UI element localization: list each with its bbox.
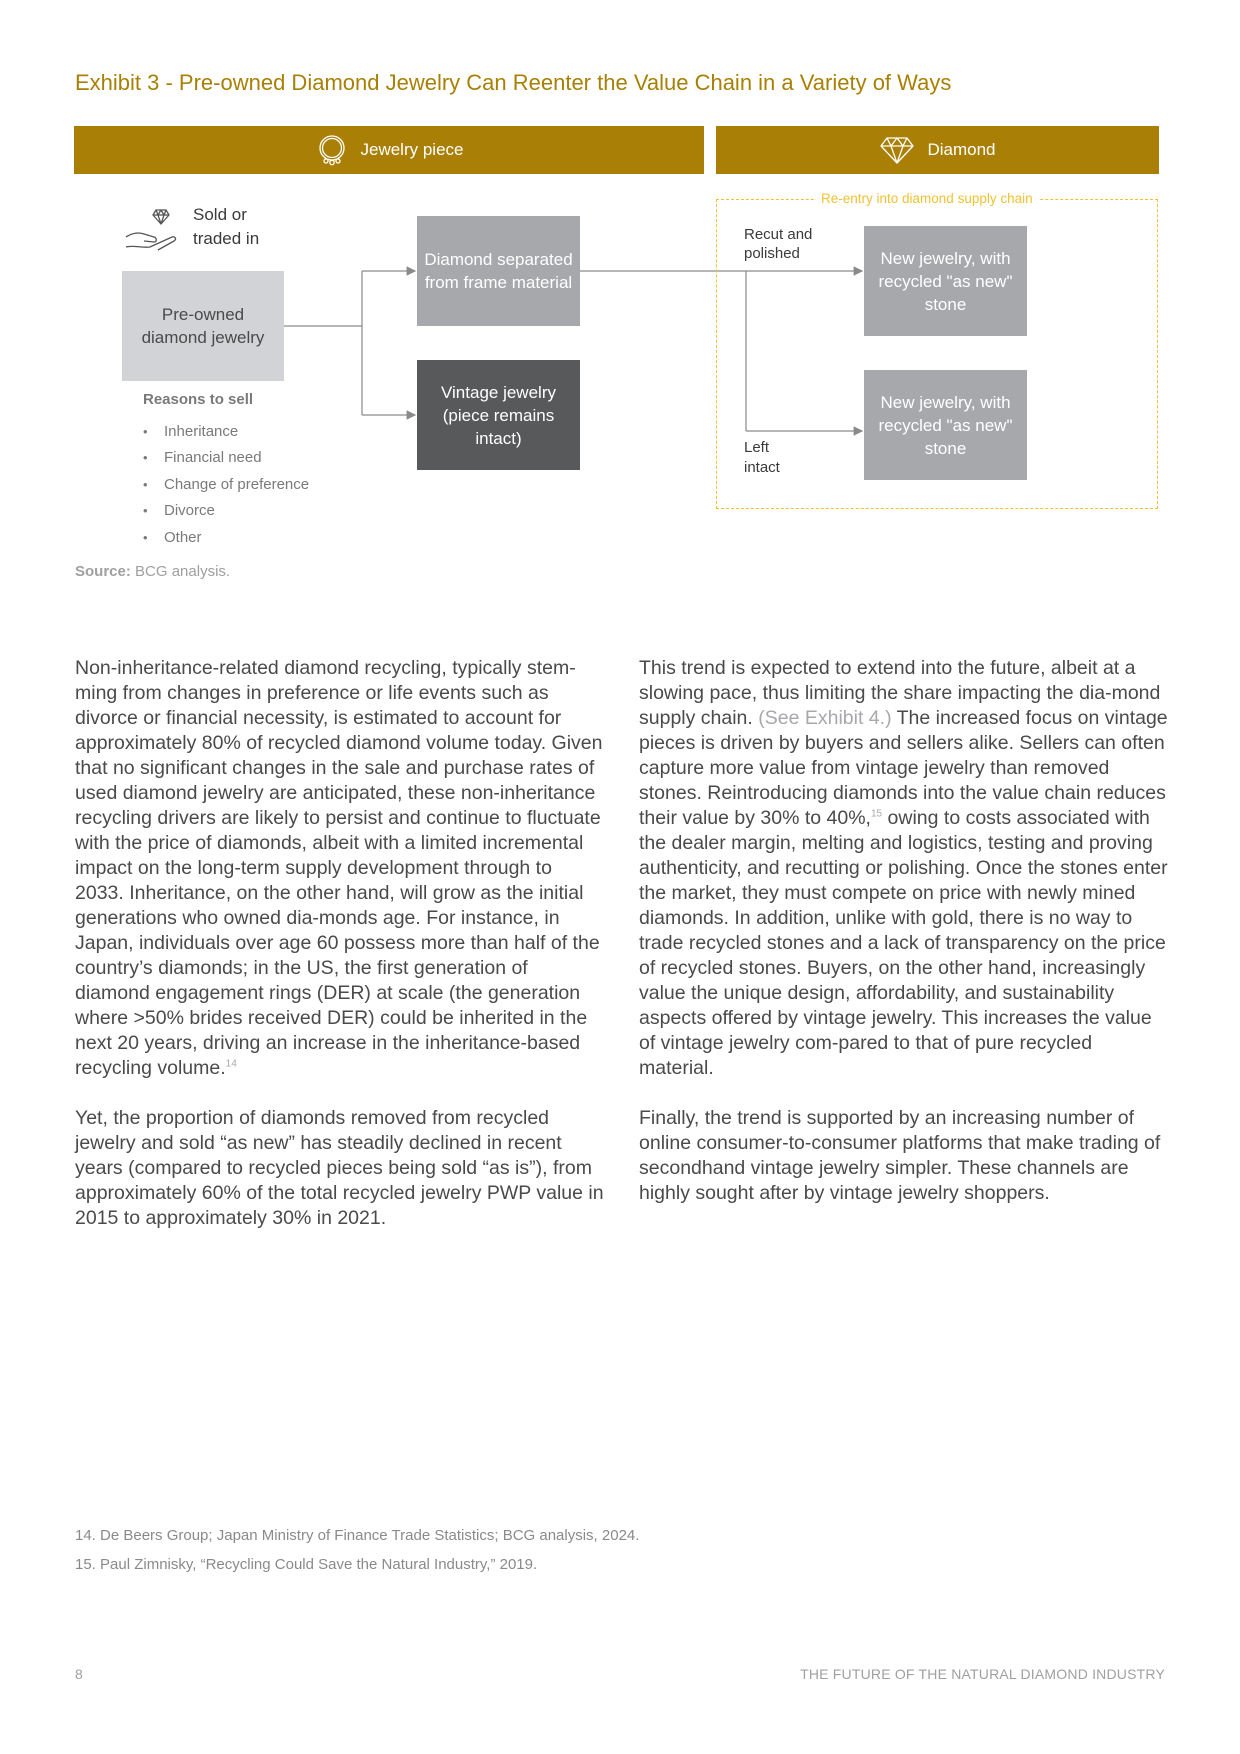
- band-diamond-label: Diamond: [927, 140, 996, 159]
- body-column-right: [639, 656, 1169, 1231]
- exhibit-title: Exhibit 3 - Pre-owned Diamond Jewelry Can Reenter the Value Chain in a Variety of Ways: [75, 70, 952, 95]
- new-jewelry-box-2: New jewelry, with recycled "as new" stone: [864, 370, 1027, 480]
- list-item: • Financial need: [143, 449, 262, 467]
- diamond-separated-box: Diamond separated from frame material: [417, 216, 580, 326]
- reentry-label: Re-entry into diamond supply chain: [816, 191, 1038, 206]
- reasons-list: [143, 418, 309, 551]
- left-intact-label: Left intact: [744, 439, 780, 476]
- body-column-left: [75, 656, 605, 1256]
- new-jewelry-box-1: New jewelry, with recycled "as new" stone: [864, 226, 1027, 336]
- band-jewelry-label: Jewelry piece: [360, 140, 464, 159]
- list-item: • Other: [143, 528, 202, 546]
- list-item: • Inheritance: [143, 422, 239, 440]
- page-number: 8: [75, 1666, 83, 1682]
- list-item: • Divorce: [143, 502, 215, 520]
- paragraph: Non-inheritance-related diamond recycling, typically stem-ming from changes in preference or life events such as divorce or financial necessity, is estimated to account for approximately 80% of recycled diamond volume today. Given that no significant changes in the sale and purchase rates of used diamond jewelry are anticipated, these non-inheritance recycling drivers are likely to persist and continue to fluctuate with the price of diamonds, albeit with a limited incremental impact on the long-term supply development through to 2033. Inheritance, on the other hand, will grow as the initial generations who owned dia-monds age. For instance, in Japan, individuals over age 60 possess more than half of the country’s diamonds; in the US, the first generation of diamond engagement rings (DER) at scale (the generation where >50% brides received DER) could be inherited in the next 20 years, driving an increase in the inheritance-based recycling volume.$^{14}$: [75, 657, 603, 1079]
- vintage-jewelry-box: Vintage jewelry (piece remains intact): [417, 360, 580, 470]
- source-text: BCG analysis.: [135, 563, 231, 580]
- reasons-title: Reasons to sell: [143, 391, 254, 408]
- paragraph: This trend is expected to extend into the future, albeit at a slowing pace, thus limiting the share impacting the dia-mond supply chain. (See Exhibit 4.) The increased focus on vintage pieces is driven by buyers and sellers alike. Sellers can often capture more value from vintage jewelry than removed stones. Reintroducing diamonds into the value chain reduces their value by 30% to 40%,$^{15}$ owing to costs associated with the dealer margin, melting and logistics, testing and proving authenticity, and recutting or polishing. Once the stones enter the market, they must compete on price with newly mined diamonds. In addition, unlike with gold, there is no way to trade recycled stones and a lack of transparency on the price of recycled stones. Buyers, on the other hand, increasingly value the unique design, affordability, and sustainability aspects offered by vintage jewelry. This increases the value of vintage jewelry com-pared to that of pure recycled material.: [639, 657, 1168, 1079]
- recut-polished-label: Recut and polished: [744, 226, 813, 262]
- paragraph: Yet, the proportion of diamonds removed from recycled jewelry and sold “as new” has steadily declined in recent years (compared to recycled pieces being sold “as is”), from approximately 60% of the total recycled jewelry PWP value in 2015 to approximately 30% in 2021.: [75, 1107, 604, 1229]
- source-note: [75, 563, 230, 580]
- footnote-ref: 15: [870, 808, 883, 820]
- footnote: 15. Paul Zimnisky, “Recycling Could Save the Natural Industry,” 2019.: [75, 1556, 538, 1573]
- list-item: • Change of preference: [143, 475, 310, 493]
- footnote-ref: 14: [225, 1058, 237, 1070]
- sold-traded-label: Sold or traded in: [193, 205, 260, 248]
- running-title: THE FUTURE OF THE NATURAL DIAMOND INDUSTRY: [800, 1666, 1165, 1682]
- preowned-jewelry-box: Pre-owned diamond jewelry: [122, 271, 284, 381]
- source-label: Source:: [75, 563, 131, 580]
- paragraph: Finally, the trend is supported by an increasing number of online consumer-to-consumer platforms that make trading of secondhand vintage jewelry simpler. These channels are highly sought after by vintage jewelry shoppers.: [639, 1107, 1161, 1204]
- hand-diamond-icon: [124, 207, 180, 258]
- footnote: 14. De Beers Group; Japan Ministry of Finance Trade Statistics; BCG analysis, 2024.: [75, 1527, 640, 1544]
- exhibit-reference: (See Exhibit 4.): [758, 707, 892, 729]
- footnotes: [75, 1527, 639, 1585]
